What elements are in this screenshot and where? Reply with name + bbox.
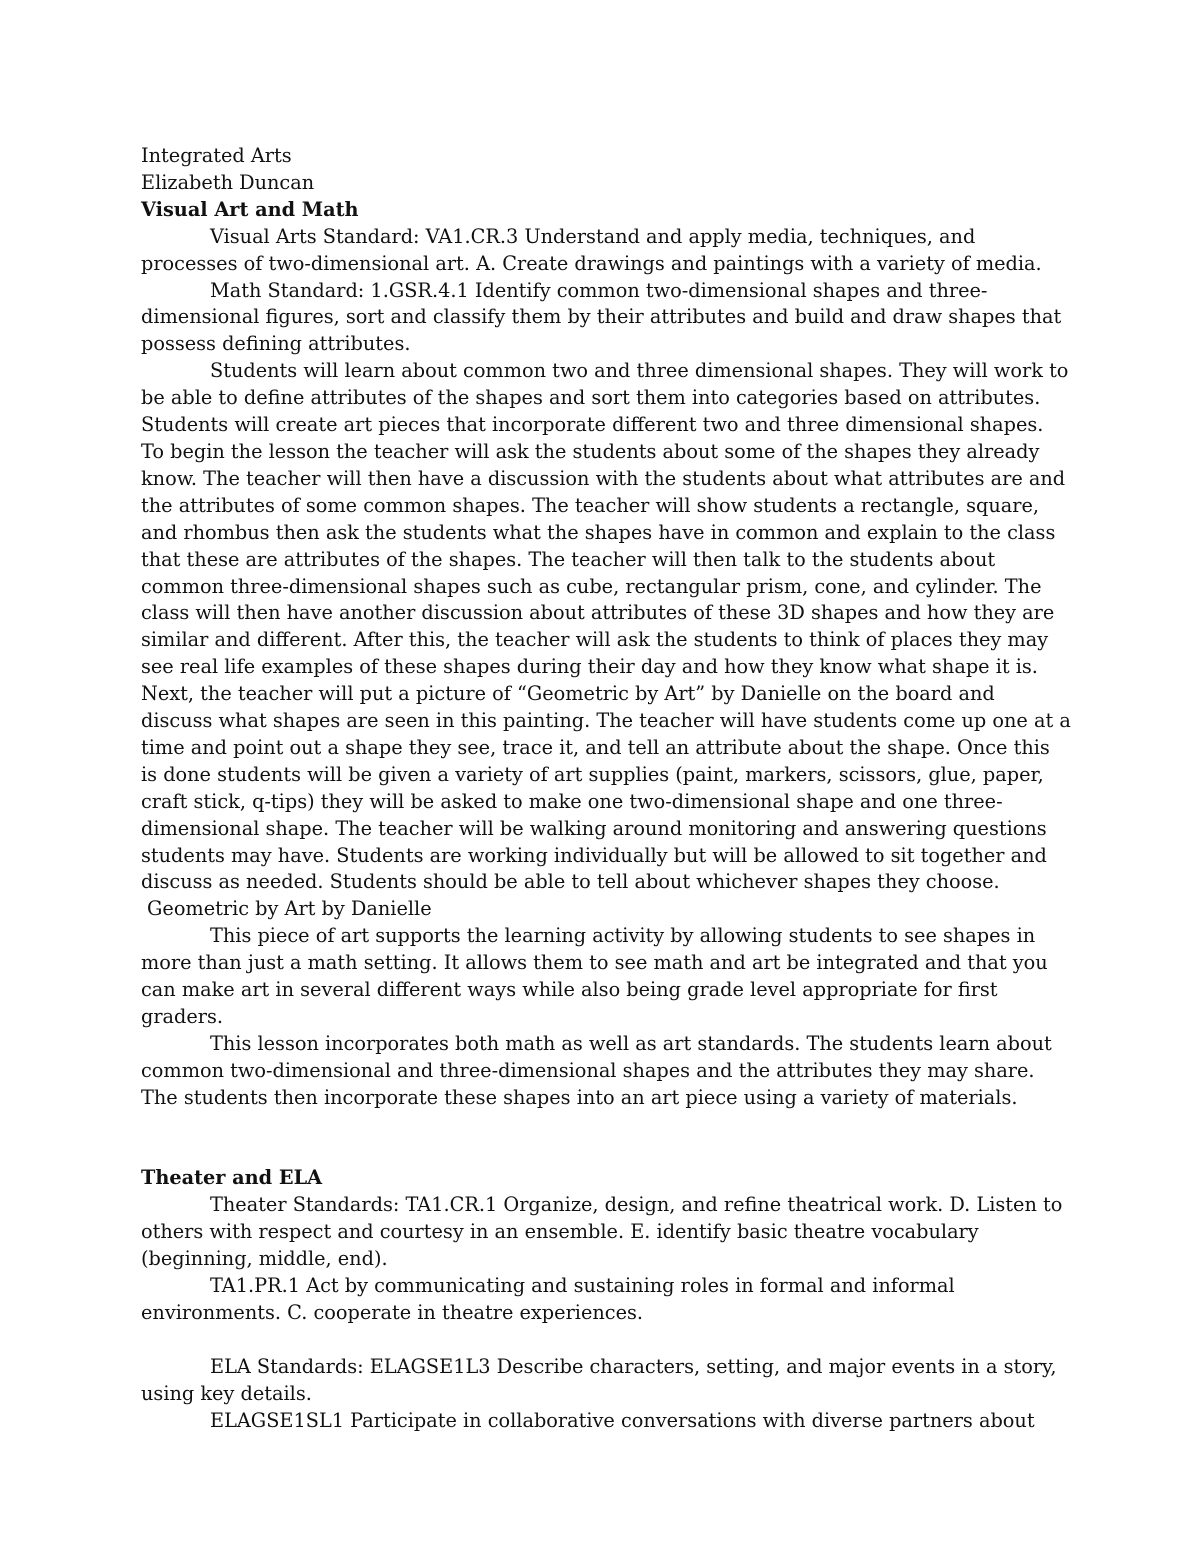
section-heading-theater: Theater and ELA [141, 1166, 323, 1190]
math-standard-paragraph: Math Standard: 1.GSR.4.1 Identify common two-dimensional shapes and three-dimensional figures, sort and classify them by their attributes and build and draw shapes that possess defining attributes. [141, 278, 1062, 356]
paragraph-spacer [141, 1327, 1071, 1354]
artwork-caption: Geometric by Art by Danielle [147, 897, 432, 921]
document-page [141, 143, 1071, 1434]
theater-standard-paragraph-1: Theater Standards: TA1.CR.1 Organize, design, and refine theatrical work. D. Listen to others with respect and courtesy in an ensemble. E. identify basic theatre vocabulary (beginning, middle, end). [141, 1193, 1063, 1271]
ela-standard-paragraph-1: ELA Standards: ELAGSE1L3 Describe characters, setting, and major events in a story, using key details. [141, 1354, 1057, 1405]
visual-arts-standard-paragraph: Visual Arts Standard: VA1.CR.3 Understand and apply media, techniques, and processes of two-dimensional art. A. Create drawings and paintings with a variety of media. [141, 224, 1042, 275]
theater-standard-paragraph-2: TA1.PR.1 Act by communicating and sustaining roles in formal and informal environments. C. cooperate in theatre experiences. [141, 1274, 955, 1324]
lesson-summary-paragraph: This lesson incorporates both math as well as art standards. The students learn about common two-dimensional and three-dimensional shapes and the attributes they may share. The students then incorporate these shapes into an art piece using a variety of materials. [141, 1031, 1052, 1109]
ela-standard-paragraph-2: ELAGSE1SL1 Participate in collaborative conversations with diverse partners about [210, 1408, 1035, 1432]
author-name: Elizabeth Duncan [141, 170, 315, 194]
section-heading-visual-art: Visual Art and Math [141, 197, 359, 221]
section-spacer [141, 1112, 1071, 1166]
artwork-support-paragraph: This piece of art supports the learning activity by allowing students to see shapes in more than just a math setting. It allows them to see math and art be integrated and that you can make art in several different ways while also being grade level appropriate for first graders. [141, 924, 1048, 1028]
course-title: Integrated Arts [141, 144, 292, 167]
lesson-description-paragraph: Students will learn about common two and three dimensional shapes. They will work to be able to define attributes of the shapes and sort them into categories based on attributes. Students will create art pieces that incorporate different two and three dimensional shapes. To begin the lesson the teacher will ask the students about some of the shapes they already know. The teacher will then have a discussion with the students about what attributes are and the attributes of some common shapes. The teacher will show students a rectangle, square, and rhombus then ask the students what the shapes have in common and explain to the class that these are attributes of the shapes. The teacher will then talk to the students about common three-dimensional shapes such as cube, rectangular prism, cone, and cylinder. The class will then have another discussion about attributes of these 3D shapes and how they are similar and different. After this, the teacher will ask the students to think of places they may see real life examples of these shapes during their day and how they know what shape it is. Next, the teacher will put a picture of “Geometric by Art” by Danielle on the board and discuss what shapes are seen in this painting. The teacher will have students come up one at a time and point out a shape they see, trace it, and tell an attribute about the shape. Once this is done students will be given a variety of art supplies (paint, markers, scissors, glue, paper, craft stick, q-tips) they will be asked to make one two-dimensional shape and one three-dimensional shape. The teacher will be walking around monitoring and answering questions students may have. Students are working individually but will be allowed to sit together and discuss as needed. Students should be able to tell about whichever shapes they choose. [141, 359, 1071, 894]
